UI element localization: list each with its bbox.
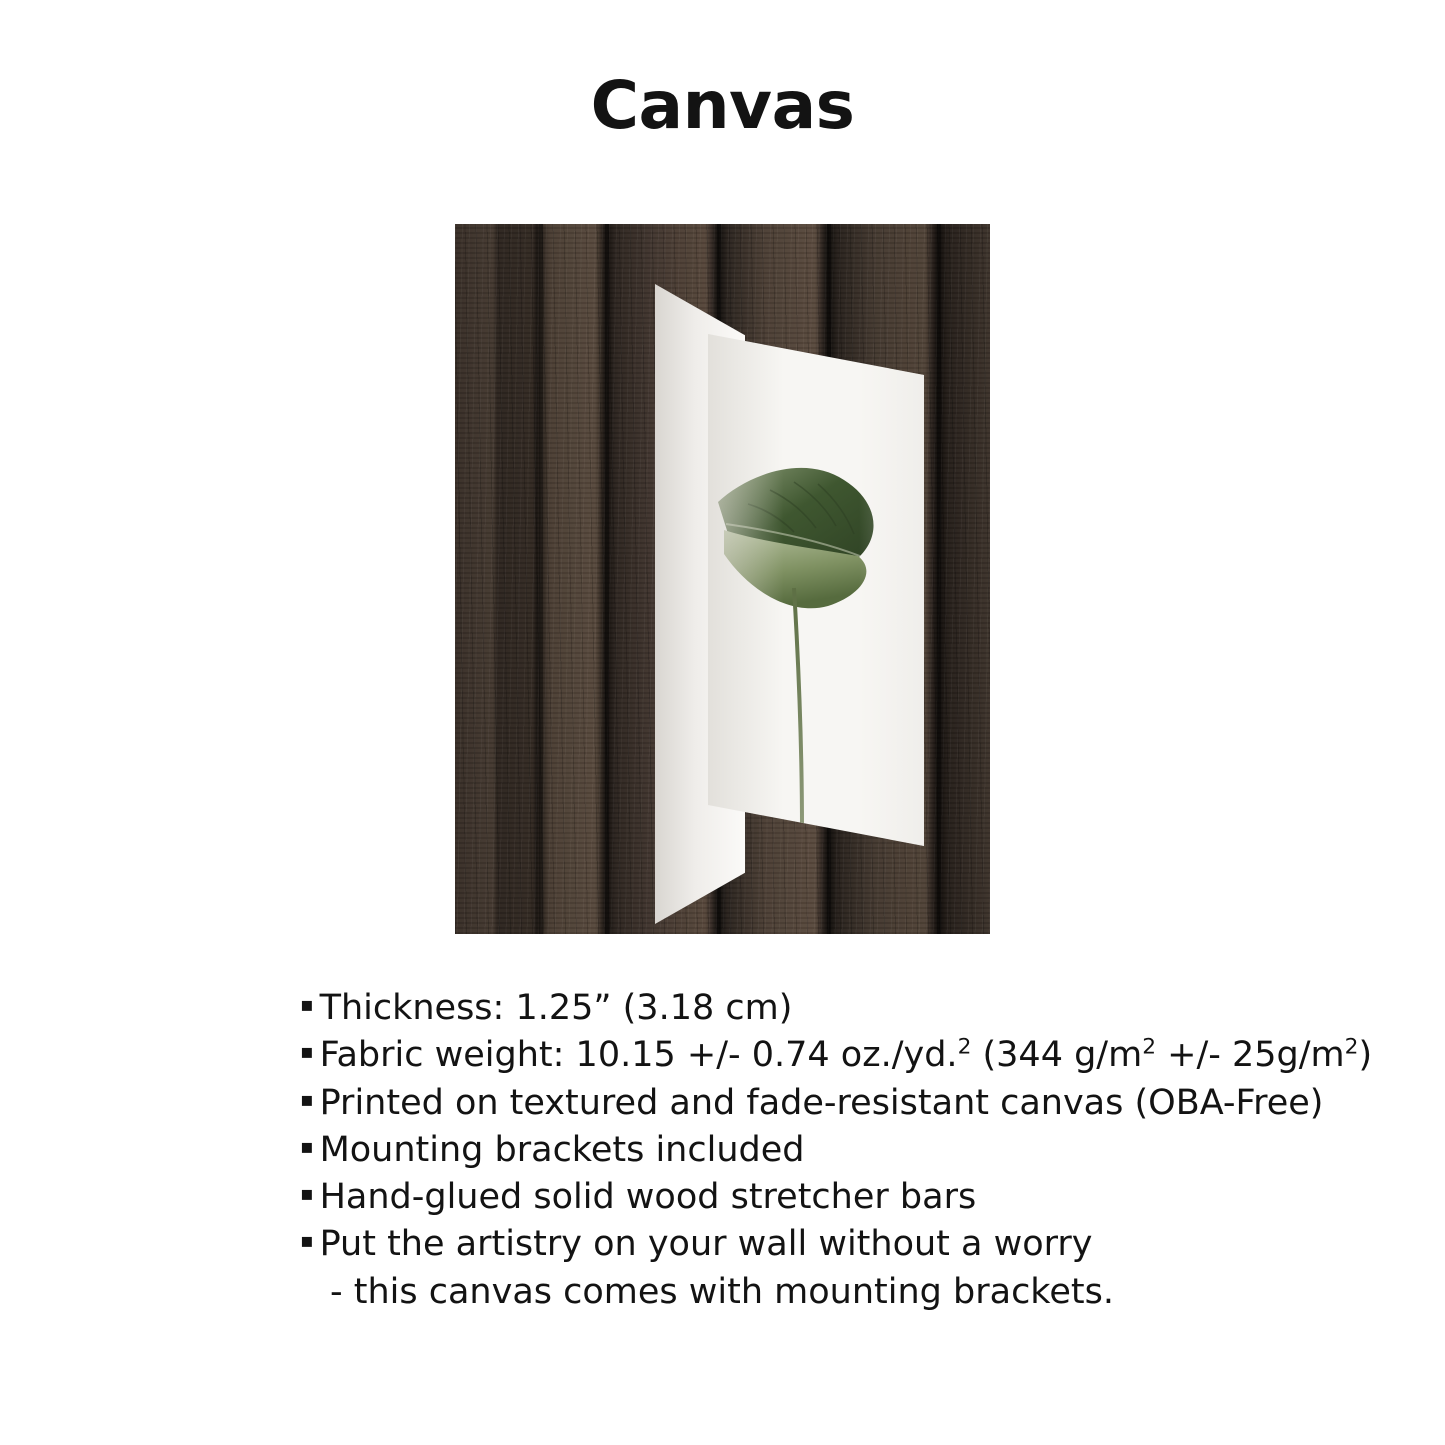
wood-plank-seam <box>605 224 609 934</box>
list-item-continuation-label: - this canvas comes with mounting brackets. <box>330 1271 1114 1312</box>
superscript: 2 <box>957 1034 972 1060</box>
page-title: Canvas <box>590 67 855 144</box>
wood-plank-seam <box>937 224 941 934</box>
list-item-label: Thickness: 1.25” (3.18 cm) <box>319 988 793 1028</box>
bullet-icon: ▪ <box>300 1228 314 1253</box>
list-item <box>300 985 1390 1032</box>
bullet-icon: ▪ <box>300 992 314 1016</box>
bullet-icon: ▪ <box>300 1039 314 1064</box>
list-item <box>300 1174 1390 1221</box>
bullet-icon: ▪ <box>300 1086 314 1111</box>
list-item-label: Printed on textured and fade-resistant canvas (OBA-Free) <box>319 1082 1324 1123</box>
list-item <box>300 1080 1390 1127</box>
list-item-label: Mounting brackets included <box>319 1129 805 1170</box>
feature-list <box>300 985 1390 1316</box>
list-item-label: Hand-glued solid wood stretcher bars <box>319 1177 977 1217</box>
list-item-continuation <box>300 1269 1390 1316</box>
canvas-front-face <box>708 334 924 846</box>
bullet-icon: ▪ <box>300 1181 314 1205</box>
canvas-face-shading <box>708 334 924 846</box>
list-item-label: Fabric weight: 10.15 +/- 0.74 oz./yd.$^2$ (344 $g/m^2$ +/- $25g/m^2$) <box>319 1034 1373 1076</box>
wood-plank-seam <box>539 224 543 934</box>
list-item <box>300 1127 1390 1174</box>
list-item <box>300 1032 1390 1079</box>
list-item-label: Put the artistry on your wall without a worry <box>319 1224 1093 1265</box>
product-image <box>455 224 990 934</box>
superscript: 2 <box>1344 1034 1359 1060</box>
list-item <box>300 1221 1390 1268</box>
bullet-icon: ▪ <box>300 1133 314 1158</box>
superscript: 2 <box>1142 1034 1157 1060</box>
